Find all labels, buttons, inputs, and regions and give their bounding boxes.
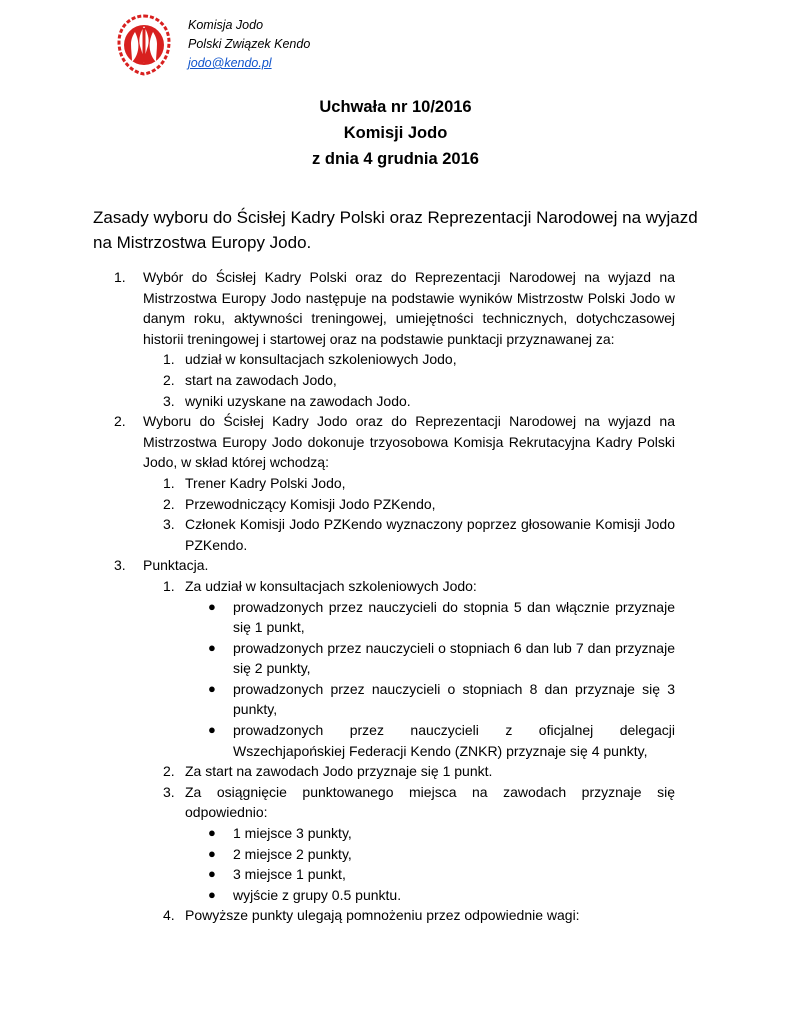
bullet-item [93, 597, 675, 638]
item-number: 2. [163, 371, 175, 388]
item-text: udział w konsultacjach szkoleniowych Jodo, [185, 351, 457, 368]
item-text: Członek Komisji Jodo PZKendo wyznaczony poprzez głosowanie Komisji Jodo PZKendo. [185, 516, 675, 553]
bullet-item [93, 679, 675, 720]
bullet-text: prowadzonych przez nauczycieli o stopniach 6 dan lub 7 dan przyznaje się 2 punkty, [233, 639, 675, 677]
item-number: 2. [163, 495, 175, 512]
bullet-item [93, 823, 675, 844]
bullet-text: wyjście z grupy 0.5 punktu. [233, 886, 402, 903]
bullet-item [93, 720, 675, 761]
list-item [93, 782, 675, 823]
bullet-icon: ● [208, 598, 216, 614]
bullet-icon: ● [208, 845, 216, 861]
header-association: Polski Związek Kendo [188, 37, 311, 51]
item-text: Za start na zawodach Jodo przyznaje się 1 punkt. [185, 763, 493, 780]
bullet-icon: ● [208, 722, 216, 738]
bullet-text: 1 miejsce 3 punkty, [233, 825, 352, 842]
list-item [93, 391, 675, 412]
bullet-item [93, 864, 675, 885]
item-text: wyniki uzyskane na zawodach Jodo. [185, 392, 411, 409]
list-item [93, 370, 675, 391]
organization-header [188, 16, 310, 73]
item-text: Za udział w konsultacjach szkoleniowych Jodo: [185, 577, 477, 594]
section-number: 1. [114, 269, 126, 285]
item-number: 1. [163, 351, 175, 368]
bullet-item [93, 844, 675, 865]
bullet-text: prowadzonych przez nauczycieli z oficjalnej delegacji Wszechjapońskiej Federacji Kendo (ZNKR) przyznaje się 4 punkty, [233, 722, 675, 759]
bullet-icon: ● [208, 680, 216, 696]
item-text: Za osiągnięcie punktowanego miejsca na zawodach przyznaje się odpowiednio: [185, 783, 675, 821]
bullet-icon: ● [208, 866, 216, 882]
resolution-subject: Zasady wyboru do Ścisłej Kadry Polski oraz Reprezentacji Narodowej na wyjazd na Mistrzostwa Europy Jodo. [93, 208, 698, 252]
section-number: 2. [114, 413, 126, 430]
list-item [93, 349, 675, 370]
bullet-text: prowadzonych przez nauczycieli o stopniach 8 dan przyznaje się 3 punkty, [233, 680, 675, 718]
bullet-text: 3 miejsce 1 punkt, [233, 866, 346, 883]
item-number: 2. [163, 763, 175, 780]
list-item [93, 576, 675, 597]
section-3 [93, 555, 675, 576]
section-1 [93, 267, 675, 349]
bullet-icon: ● [208, 639, 216, 655]
bullet-icon: ● [208, 825, 216, 841]
header-commission: Komisja Jodo [188, 18, 264, 32]
item-text: Powyższe punkty ulegają pomnożeniu przez odpowiednie wagi: [185, 907, 580, 924]
document-body [93, 267, 675, 926]
bullet-text: 2 miejsce 2 punkty, [233, 845, 352, 862]
item-number: 3. [163, 516, 175, 533]
section-text: Punktacja. [143, 557, 209, 574]
resolution-title [0, 94, 791, 172]
item-number: 1. [163, 474, 175, 491]
bullet-text: prowadzonych przez nauczycieli do stopnia 5 dan włącznie przyznaje się 1 punkt, [233, 598, 675, 636]
section-2 [93, 411, 675, 473]
item-number: 4. [163, 907, 175, 924]
title-line-1: Uchwała nr 10/2016 [319, 98, 472, 116]
title-line-2: Komisji Jodo [343, 124, 448, 142]
item-text: Trener Kadry Polski Jodo, [185, 474, 346, 491]
item-number: 1. [163, 577, 175, 594]
bullet-icon: ● [208, 886, 216, 902]
section-text: Wyboru do Ścisłej Kadry Jodo oraz do Reprezentacji Narodowej na wyjazd na Mistrzostwa Europy Jodo dokonuje trzyosobowa Komisja Rekrutacyjna Kadry Polski Jodo, w skład której wchodzą: [143, 413, 675, 471]
list-item [93, 905, 675, 926]
list-item [93, 494, 675, 515]
section-text: Wybór do Ścisłej Kadry Polski oraz do Reprezentacji Narodowej na wyjazd na Mistrzostwa Europy Jodo następuje na podstawie wyników Mistrzostw Polski Jodo w danym roku, aktywności treningowej, umiejętności technicznych, dotychczasowej historii treningowej i startowej oraz na podstawie punktacji przyznawanej za: [143, 269, 675, 347]
item-text: start na zawodach Jodo, [185, 371, 337, 388]
item-number: 3. [163, 392, 175, 409]
title-line-3: z dnia 4 grudnia 2016 [312, 150, 479, 168]
list-item [93, 514, 675, 555]
header-email-link[interactable]: jodo@kendo.pl [188, 56, 272, 70]
list-item [93, 473, 675, 494]
list-item [93, 761, 675, 782]
item-text: Przewodniczący Komisji Jodo PZKendo, [185, 495, 436, 512]
bullet-item [93, 885, 675, 906]
bullet-item [93, 638, 675, 679]
item-number: 3. [163, 783, 175, 800]
federation-logo [117, 14, 171, 76]
section-number: 3. [114, 557, 126, 574]
